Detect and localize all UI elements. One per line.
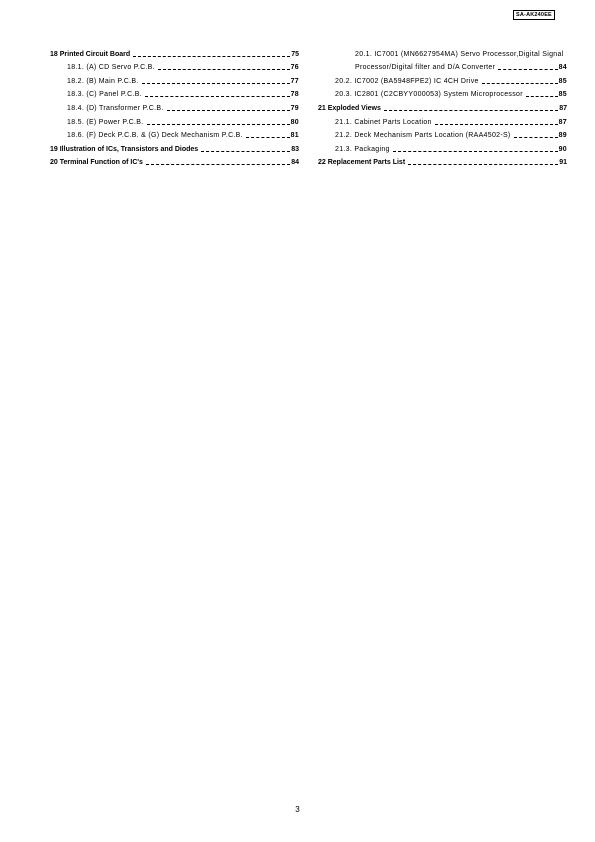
toc-entry-page: 84 [291, 159, 299, 167]
toc-column-left [50, 45, 299, 167]
toc-leader-dots [526, 96, 558, 97]
toc-entry[interactable] [50, 154, 299, 168]
toc-entry[interactable] [318, 86, 567, 100]
toc-entry-title: 21.3. Packaging [335, 145, 390, 153]
toc-leader-dots [146, 164, 290, 165]
toc-entry[interactable] [318, 127, 567, 141]
toc-leader-dots [498, 69, 557, 70]
toc-entry[interactable] [50, 86, 299, 100]
toc-entry-title: 18.1. (A) CD Servo P.C.B. [67, 64, 155, 72]
toc-entry[interactable] [50, 113, 299, 127]
toc-entry-page: 75 [291, 50, 299, 58]
toc-entry[interactable] [50, 45, 299, 59]
toc-entry-page: 76 [290, 64, 299, 72]
toc-leader-dots [158, 69, 290, 70]
toc-leader-dots [408, 164, 558, 165]
toc-entry-page: 87 [558, 118, 567, 126]
toc-entry-page: 81 [290, 132, 299, 140]
toc-entry-title: 21.1. Cabinet Parts Location [335, 118, 432, 126]
toc-entry-title: 19 Illustration of ICs, Transistors and Diodes [50, 145, 199, 153]
toc-leader-dots [167, 110, 290, 111]
model-badge: SA-AK240EE [513, 10, 555, 20]
toc-entry[interactable] [50, 140, 299, 154]
toc-entry[interactable] [50, 59, 299, 73]
toc-entry-page: 87 [559, 104, 567, 112]
toc-entry-page: 89 [558, 132, 567, 140]
toc-leader-dots [384, 110, 558, 111]
toc-leader-dots [435, 124, 558, 125]
toc-entry[interactable] [50, 127, 299, 141]
toc-entry-title: 20 Terminal Function of IC's [50, 159, 143, 167]
toc-entry-title: 18 Printed Circuit Board [50, 50, 131, 58]
toc-entry-title: 18.3. (C) Panel P.C.B. [67, 91, 142, 99]
toc-entry[interactable] [318, 113, 567, 127]
toc-leader-dots [147, 124, 290, 125]
toc-entry-page: 77 [290, 77, 299, 85]
toc-entry[interactable] [50, 99, 299, 113]
toc-entry-page: 85 [558, 91, 567, 99]
toc-leader-dots [393, 151, 558, 152]
toc-entry[interactable] [318, 72, 567, 86]
toc-entry-page: 80 [290, 118, 299, 126]
toc-entry[interactable] [318, 154, 567, 168]
toc-entry[interactable] [318, 99, 567, 113]
toc-entry-title: 18.4. (D) Transformer P.C.B. [67, 104, 164, 112]
toc-entry-page: 85 [558, 77, 567, 85]
toc-entry-title: 18.2. (B) Main P.C.B. [67, 77, 139, 85]
toc-entry[interactable] [318, 59, 567, 73]
toc-column-right [318, 45, 567, 167]
toc-entry-page: 83 [291, 145, 299, 153]
toc-leader-dots [246, 137, 290, 138]
toc-leader-dots [514, 137, 558, 138]
toc-entry[interactable] [318, 140, 567, 154]
toc-entry-title: 20.1. IC7001 (MN6627954MA) Servo Processor,Digital Signal [355, 50, 564, 58]
toc-entry-page: 78 [290, 91, 299, 99]
page-number: 3 [295, 805, 300, 814]
toc-entry-title: 21 Exploded Views [318, 104, 381, 112]
toc-entry-page: 90 [558, 145, 567, 153]
toc-entry-page: 79 [290, 104, 299, 112]
toc-entry-title: 22 Replacement Parts List [318, 159, 406, 167]
toc-leader-dots [133, 56, 290, 57]
toc-entry-title: 18.5. (E) Power P.C.B. [67, 118, 144, 126]
toc-entry-title: 20.2. IC7002 (BA5948FPE2) IC 4CH Drive [335, 77, 479, 85]
toc-leader-dots [482, 83, 558, 84]
toc-entry[interactable] [318, 45, 567, 59]
toc-leader-dots [142, 83, 290, 84]
toc-leader-dots [201, 151, 290, 152]
toc-entry-page: 91 [559, 159, 567, 167]
toc-entry-title: 21.2. Deck Mechanism Parts Location (RAA4502-S) [335, 132, 511, 140]
toc-entry-title: Processor/Digital filter and D/A Converter [355, 64, 496, 72]
toc-entry-title: 20.3. IC2801 (C2CBYY000053) System Microprocessor [335, 91, 523, 99]
toc-entry[interactable] [50, 72, 299, 86]
toc-leader-dots [145, 96, 290, 97]
toc-entry-title: 18.6. (F) Deck P.C.B. & (G) Deck Mechanism P.C.B. [67, 132, 243, 140]
toc-entry-page: 84 [558, 64, 567, 72]
